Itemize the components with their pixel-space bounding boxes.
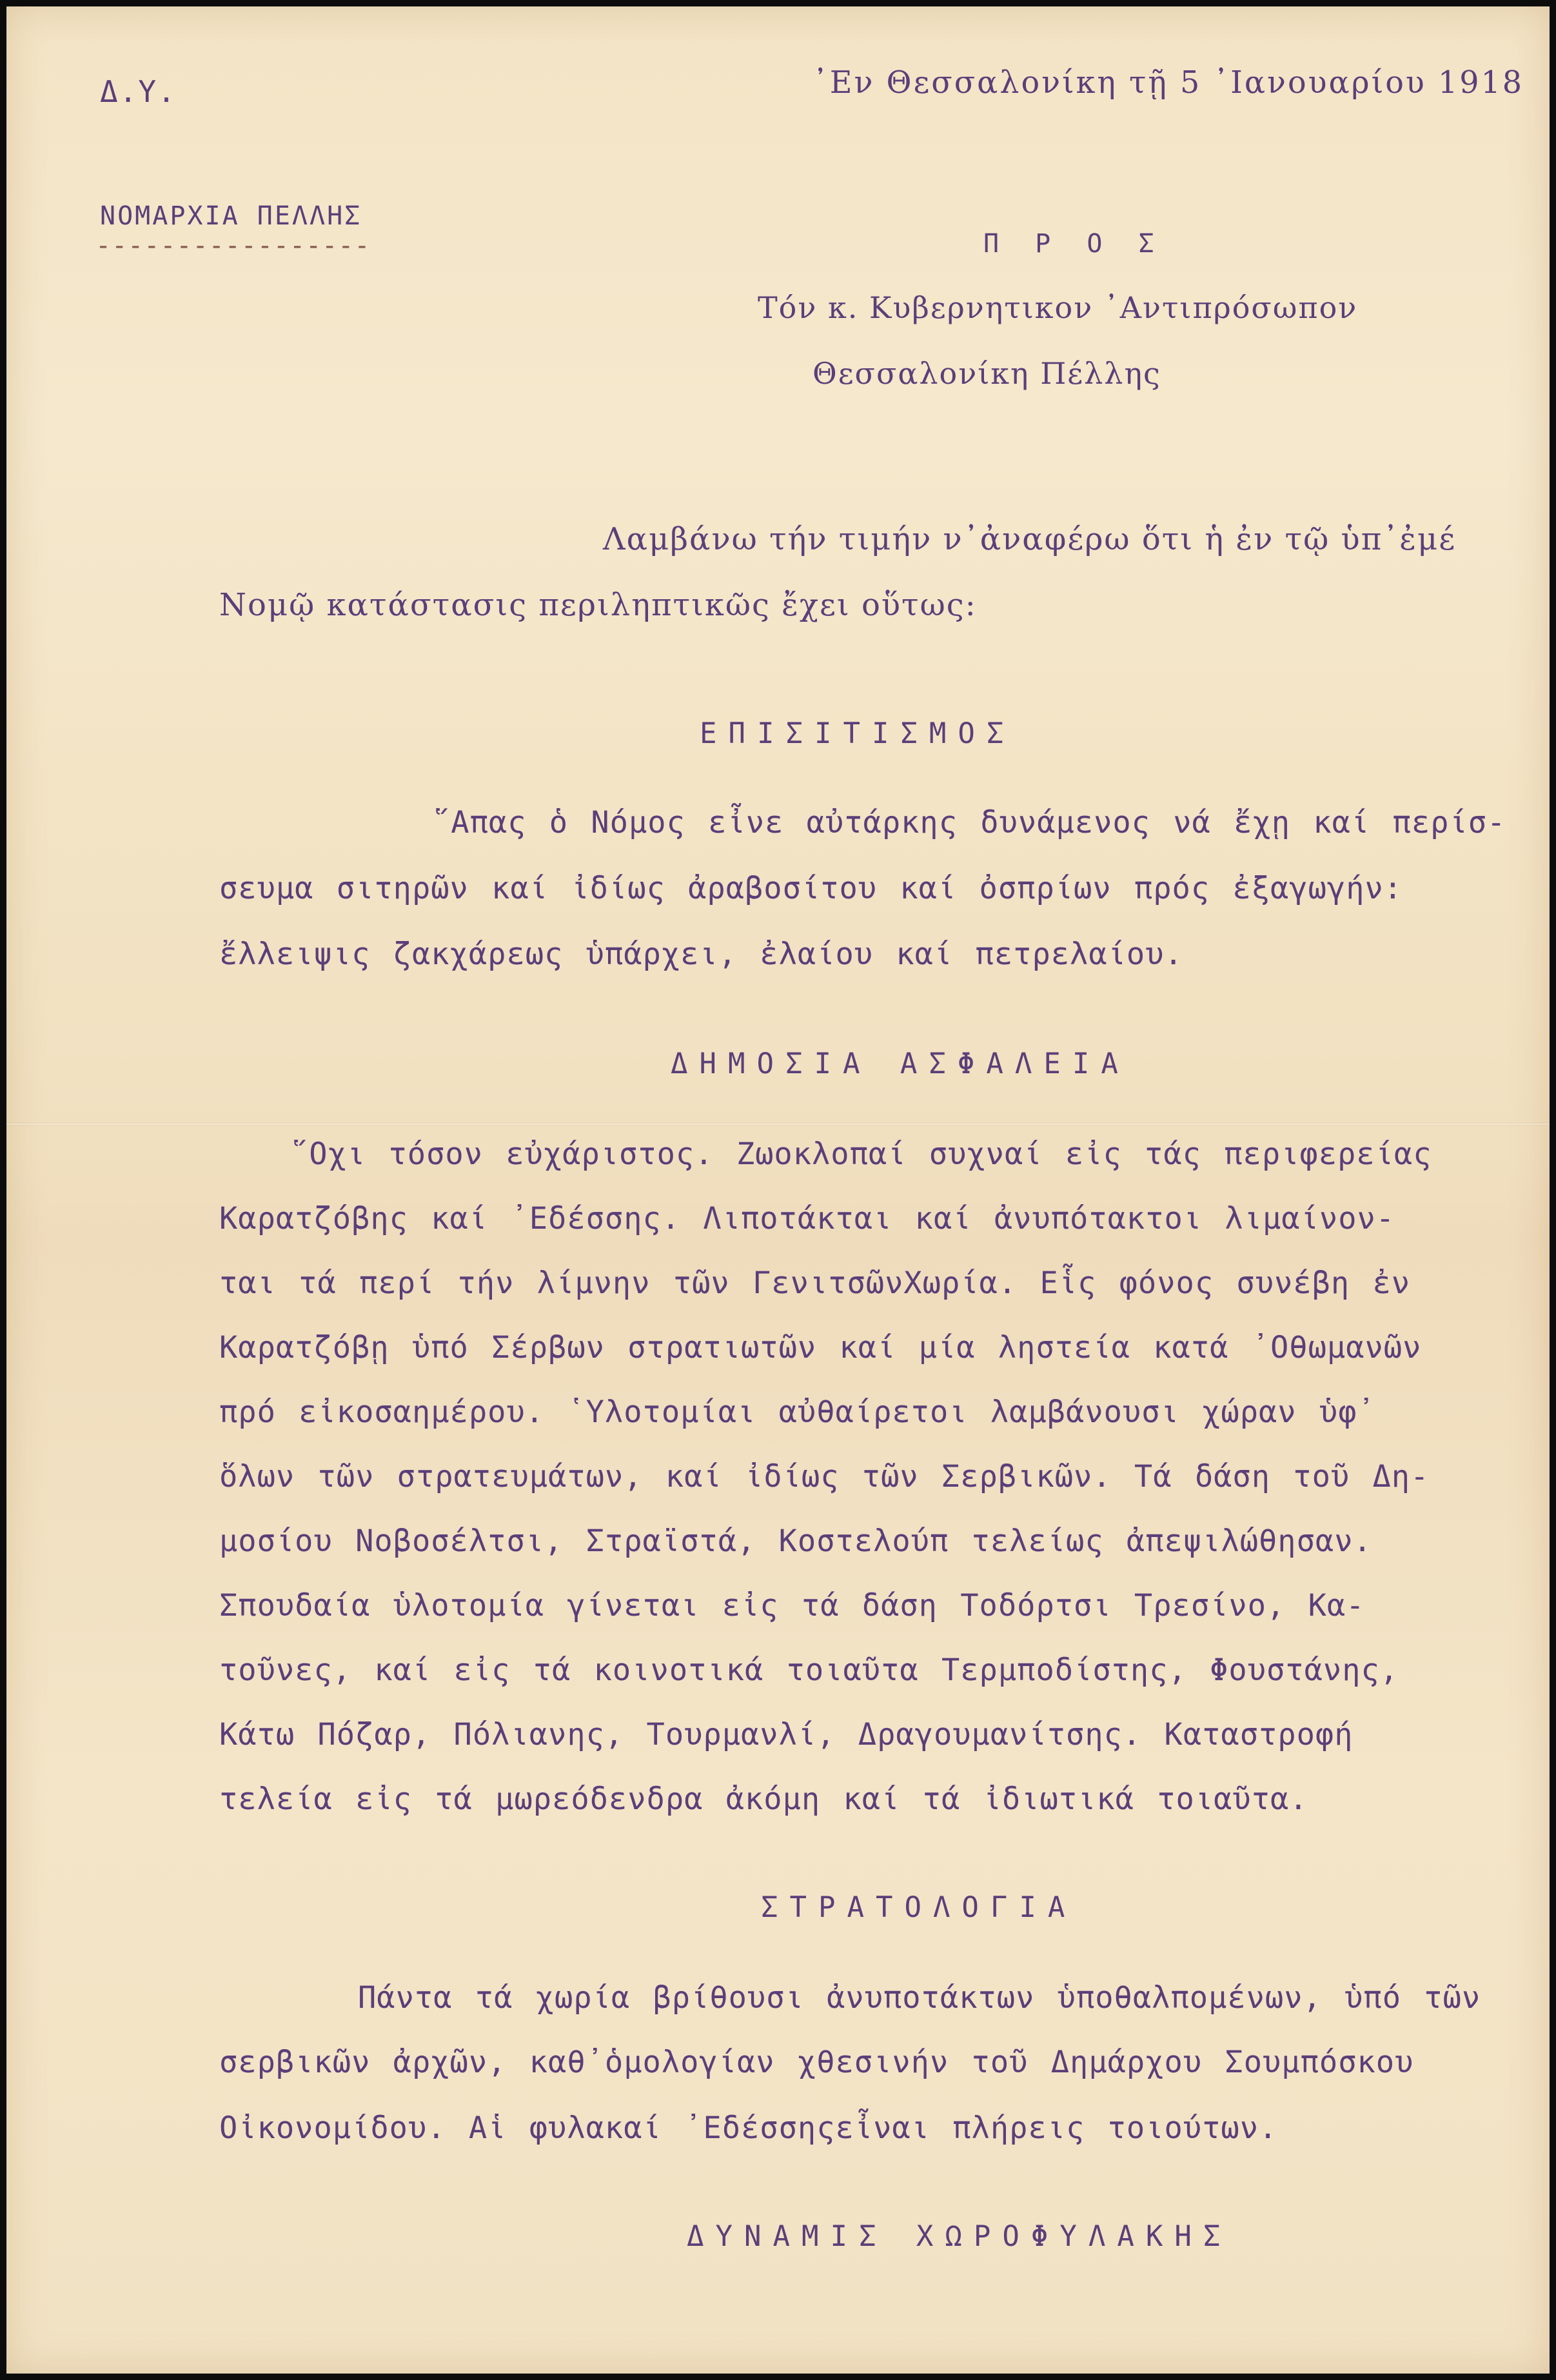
public-safety-line: ῞Οχι τόσον εὐχάριστος. Ζωοκλοπαί συχναί εἰς τάς περιφερείας xyxy=(290,1136,1432,1172)
show-through-texture xyxy=(32,142,1515,168)
office-underline: ----------------- xyxy=(95,231,371,261)
section-heading-provisioning: ΕΠΙΣΙΤΙΣΜΟΣ xyxy=(700,717,1016,750)
public-safety-line: Καρατζόβης καί ᾿Εδέσσης. Λιποτάκται καί ἀνυπότακτοι λιμαίνον- xyxy=(219,1201,1395,1236)
public-safety-line: Σπουδαία ὑλοτομία γίνεται εἰς τά δάση Τοδόρτσι Τρεσίνο, Κα- xyxy=(219,1588,1365,1623)
public-safety-line: ται τά περί τήν λίμνην τῶν ΓενιτσῶνΧωρία. Εἷς φόνος συνέβη ἐν xyxy=(219,1265,1411,1301)
intro-line-2: Νομῷ κατάστασις περιληπτικῶς ἔχει οὕτως: xyxy=(219,587,977,623)
provisioning-line: ῞Απας ὁ Νόμος εἶνε αὐτάρκης δυνάμενος νά ἔχῃ καί περίσ- xyxy=(432,805,1506,840)
office-name: ΝΟΜΑΡΧΙΑ ΠΕΛΛΗΣ xyxy=(100,201,362,231)
section-heading-conscription: ΣΤΡΑΤΟΛΟΓΙΑ xyxy=(761,1891,1077,1924)
public-safety-line: μοσίου Νοβοσέλτσι, Στραϊστά, Κοστελούπ τελείως ἀπεψιλώθησαν. xyxy=(219,1523,1372,1559)
recipient-location: Θεσσαλονίκη Πέλλης xyxy=(812,356,1161,391)
recipient: Τόν κ. Κυβερνητικον ᾿Αντιπρόσωπον xyxy=(758,290,1358,325)
conscription-line: Οἰκονομίδου. Αἱ φυλακαί ᾿Εδέσσηςεἶναι πλήρεις τοιούτων. xyxy=(219,2110,1278,2146)
reference-code: Δ.Υ. xyxy=(100,74,177,109)
paper-fold xyxy=(6,1122,1550,1126)
intro-line-1: Λαμβάνω τήν τιμήν ν᾿ἀναφέρω ὅτι ἡ ἐν τῷ ὑπ᾿ἐμέ xyxy=(603,521,1457,557)
conscription-line: Πάντα τά χωρία βρίθουσι ἀνυποτάκτων ὑποθαλπομένων, ὑπό τῶν xyxy=(358,1980,1481,2016)
public-safety-line: τελεία εἰς τά μωρεόδενδρα ἀκόμη καί τά ἰδιωτικά τοιαῦτα. xyxy=(219,1781,1308,1817)
public-safety-line: Κάτω Πόζαρ, Πόλιανης, Τουρμανλί, Δραγουμανίτσης. Καταστροφή xyxy=(219,1717,1354,1752)
provisioning-line: σευμα σιτηρῶν καί ἰδίως ἀραβοσίτου καί ὀσπρίων πρός ἐξαγωγήν: xyxy=(219,871,1403,906)
place-and-date: ᾿Εν Θεσσαλονίκη τῇ 5 ᾿Ιανουαρίου 1918 xyxy=(812,64,1524,101)
conscription-line: σερβικῶν ἀρχῶν, καθ᾿ὁμολογίαν χθεσινήν τοῦ Δημάρχου Σουμπόσκου xyxy=(219,2045,1414,2080)
provisioning-line: ἔλλειψις ζακχάρεως ὑπάρχει, ἐλαίου καί πετρελαίου. xyxy=(219,937,1183,972)
public-safety-line: Καρατζόβῃ ὑπό Σέρβων στρατιωτῶν καί μία ληστεία κατά ᾿Οθωμανῶν xyxy=(219,1330,1422,1365)
public-safety-line: τοῦνες, καί εἰς τά κοινοτικά τοιαῦτα Τερμποδίστης, Φουστάνης, xyxy=(219,1652,1399,1688)
letter-sheet xyxy=(6,6,1550,2374)
to-label: Π Ρ Ο Σ xyxy=(983,229,1165,259)
section-heading-public-safety: ΔΗΜΟΣΙΑ ΑΣΦΑΛΕΙΑ xyxy=(671,1047,1130,1080)
section-heading-gendarmerie: ΔΥΝΑΜΙΣ ΧΩΡΟΦΥΛΑΚΗΣ xyxy=(687,2220,1232,2253)
public-safety-line: πρό εἰκοσαημέρου. ῾Υλοτομίαι αὐθαίρετοι λαμβάνουσι χώραν ὑφ᾿ xyxy=(219,1394,1376,1430)
public-safety-line: ὅλων τῶν στρατευμάτων, καί ἰδίως τῶν Σερβικῶν. Τά δάση τοῦ Δη- xyxy=(219,1459,1430,1494)
